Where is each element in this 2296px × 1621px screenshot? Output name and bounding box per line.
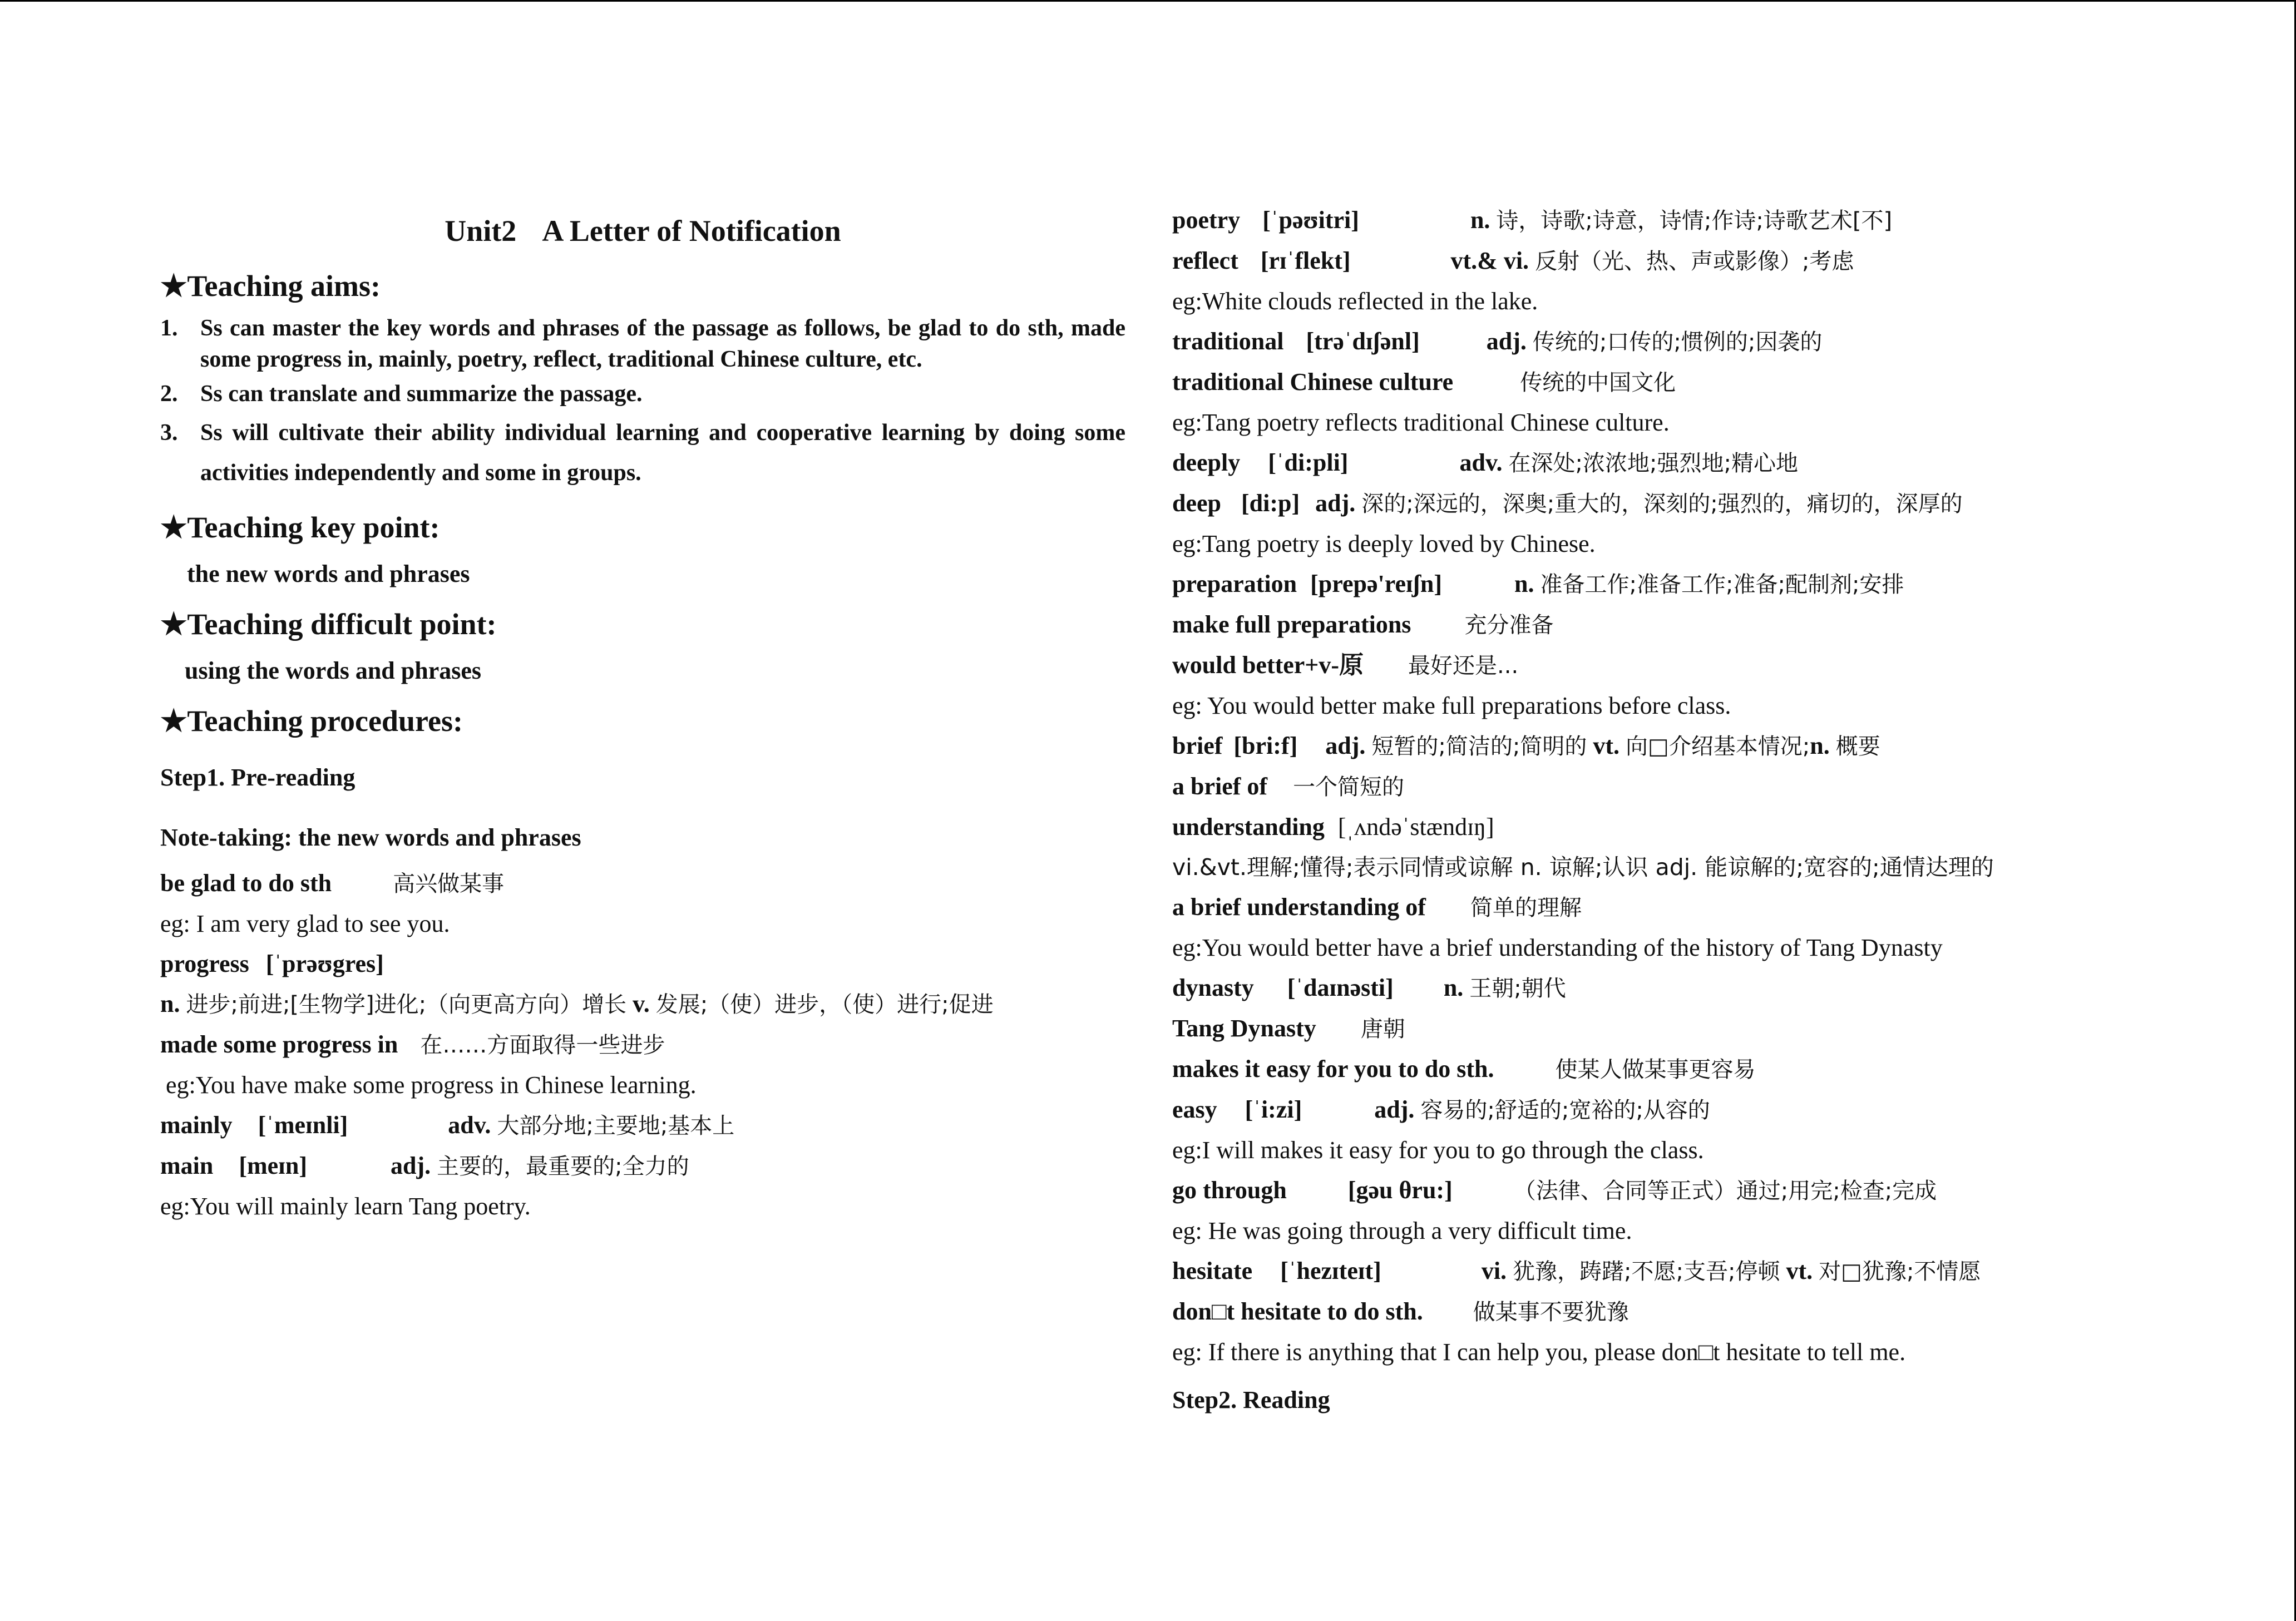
definition-cn: 犹豫，踌躇;不愿;支吾;停顿 <box>1513 1259 1780 1284</box>
definition-cn: 概要 <box>1835 734 1880 759</box>
example-sentence: eg:You have make some progress in Chinese learning. <box>166 1071 697 1099</box>
aim-number: 1. <box>160 315 178 341</box>
term: reflect <box>1172 247 1238 274</box>
term: hesitate <box>1172 1257 1253 1284</box>
definition-cn: 一个简短的 <box>1293 774 1405 800</box>
pos: adv. <box>448 1111 491 1139</box>
pos: n. <box>1443 974 1464 1001</box>
example-sentence: eg:You will mainly learn Tang poetry. <box>160 1193 531 1220</box>
aim-text: Ss can translate and summarize the passage. <box>200 381 643 407</box>
example-sentence: eg: If there is anything that I can help you, please don□t hesitate to tell me. <box>1172 1338 1906 1366</box>
pos: adj. <box>1325 732 1366 759</box>
vocab-entry-tang-dynasty <box>1172 1009 2162 1049</box>
vocab-entry-a-brief-understanding-of <box>1172 887 2162 928</box>
phonetic: [ˈmeɪnli] <box>258 1111 348 1139</box>
vocab-entry-makes-it-easy <box>1172 1049 2162 1090</box>
phonetic: [gəu θru:] <box>1347 1177 1453 1204</box>
vocab-entry-brief <box>1172 726 2162 767</box>
teaching-aims-heading: ★Teaching aims: <box>160 269 381 303</box>
note-taking-heading: Note-taking: the new words and phrases <box>160 824 581 851</box>
teaching-procedures-heading: ★Teaching procedures: <box>160 704 463 738</box>
example-sentence: eg:Tang poetry is deeply loved by Chinese. <box>1172 530 1596 557</box>
page-title <box>160 206 1125 256</box>
aim-number: 3. <box>160 420 178 446</box>
vocab-entry-deep <box>1172 483 2162 524</box>
aim-text: Ss can master the key words and phrases of the passage as follows, be glad to do sth, made some progress in, mainly, poetry, reflect, traditional Chinese culture, etc. <box>200 315 1125 372</box>
phonetic: [ˌʌndəˈstændɪŋ] <box>1337 813 1494 841</box>
definition-cn: 进步;前进;[生物学]进化;（向更高方向）增长 <box>186 992 627 1017</box>
vocab-entry-dont-hesitate <box>1172 1292 2162 1332</box>
pos: vt. <box>1593 732 1619 759</box>
pos: n. <box>1514 570 1534 597</box>
progress-definition <box>160 984 1125 1025</box>
aim-item <box>160 378 1125 409</box>
term: make full preparations <box>1172 611 1411 638</box>
vocab-entry-glad <box>160 863 1125 904</box>
term: be glad to do sth <box>160 869 332 897</box>
pos: vi. <box>1481 1257 1507 1284</box>
vocab-entry-preparation <box>1172 564 2162 605</box>
term: preparation <box>1172 570 1297 597</box>
pos: adj. <box>1315 490 1356 517</box>
definition-cn: 诗，诗歌;诗意，诗情;作诗;诗歌艺术[不] <box>1496 208 1893 234</box>
vocab-entry-poetry <box>1172 200 2162 241</box>
phonetic: [ˈprəʊgres] <box>265 950 384 977</box>
term: go through <box>1172 1177 1287 1204</box>
definition-cn: 最好还是... <box>1408 653 1519 679</box>
term: brief <box>1172 732 1223 759</box>
aim-item <box>160 413 1125 493</box>
pos: n. <box>1470 206 1490 234</box>
definition-cn: 传统的;口传的;惯例的;因袭的 <box>1532 329 1823 355</box>
phonetic: [ˈhezɪteɪt] <box>1280 1257 1381 1284</box>
step1-heading: Step1. Pre-reading <box>160 764 355 791</box>
phonetic: [ˈdi:pli] <box>1268 449 1349 476</box>
term: understanding <box>1172 813 1325 841</box>
vocab-entry-a-brief-of <box>1172 767 2162 807</box>
example-sentence: eg:I will makes it easy for you to go through the class. <box>1172 1136 1704 1164</box>
pos: vt.& vi. <box>1450 247 1529 274</box>
definition-cn: 主要的，最重要的;全力的 <box>437 1154 689 1179</box>
teaching-difficult-point: using the words and phrases <box>185 657 482 684</box>
definition-cn: 在……方面取得一些进步 <box>420 1032 665 1058</box>
vocab-entry-traditional <box>1172 322 2162 362</box>
pos: adj. <box>1486 328 1527 355</box>
understanding-definition <box>1172 847 2162 887</box>
aim-item <box>160 313 1125 375</box>
teaching-difficult-point-heading: ★Teaching difficult point: <box>160 607 497 641</box>
example-sentence: eg:White clouds reflected in the lake. <box>1172 288 1538 315</box>
pos: adj. <box>1374 1096 1415 1123</box>
definition-cn: 充分准备 <box>1464 612 1554 638</box>
term: deep <box>1172 490 1221 517</box>
example-sentence: eg: I am very glad to see you. <box>160 910 450 937</box>
definition-cn: 简单的理解 <box>1470 895 1582 921</box>
definition-cn: 容易的;舒适的;宽裕的;从容的 <box>1420 1098 1710 1123</box>
term: dynasty <box>1172 974 1254 1001</box>
phonetic: [prepə'reɪʃn] <box>1310 570 1443 597</box>
aim-text: Ss will cultivate their ability individual learning and cooperative learning by doing some activities independently and some in groups. <box>200 420 1125 486</box>
vocab-entry-mainly <box>160 1105 1125 1146</box>
definition-cn: 传统的中国文化 <box>1520 370 1676 396</box>
left-column <box>160 206 1125 1227</box>
page-border-top <box>0 0 2296 2</box>
term: traditional Chinese culture <box>1172 368 1454 396</box>
vocab-entry-deeply <box>1172 443 2162 483</box>
vocab-entry-made-progress <box>160 1025 1125 1065</box>
term: made some progress in <box>160 1031 398 1058</box>
term: Tang Dynasty <box>1172 1015 1316 1042</box>
pos: adv. <box>1459 449 1503 476</box>
phonetic: [rɪˈflekt] <box>1260 247 1351 274</box>
definition-cn: 大部分地;主要地;基本上 <box>497 1113 735 1139</box>
teaching-key-point-heading: ★Teaching key point: <box>160 511 440 544</box>
definition-cn: 使某人做某事更容易 <box>1555 1057 1756 1083</box>
definition-cn: 准备工作;准备工作;准备;配制剂;安排 <box>1540 572 1904 597</box>
vocab-entry-hesitate <box>1172 1251 2162 1292</box>
phonetic: [bri:f] <box>1233 732 1298 759</box>
vocab-entry-easy <box>1172 1090 2162 1130</box>
definition-cn: 短暂的;简洁的;简明的 <box>1371 734 1587 759</box>
pos: n. <box>1810 732 1830 759</box>
phonetic: [meɪn] <box>239 1152 307 1179</box>
vocab-entry-traditional-chinese-culture <box>1172 362 2162 403</box>
aim-number: 2. <box>160 381 178 407</box>
vocab-entry-reflect <box>1172 241 2162 281</box>
teaching-key-point: the new words and phrases <box>187 560 470 587</box>
definition-cn: 王朝;朝代 <box>1469 976 1566 1001</box>
term: deeply <box>1172 449 1241 476</box>
example-sentence: eg:You would better have a brief understanding of the history of Tang Dynasty <box>1172 934 1943 961</box>
vocab-entry-would-better <box>1172 645 2162 686</box>
term: don□t hesitate to do sth. <box>1172 1298 1423 1325</box>
term: a brief understanding of <box>1172 893 1426 921</box>
definition-cn: 发展;（使）进步，（使）进行;促进 <box>655 992 994 1017</box>
term: mainly <box>160 1111 233 1139</box>
step2-heading: Step2. Reading <box>1172 1386 1330 1414</box>
right-column <box>1172 200 2162 1420</box>
term: poetry <box>1172 206 1241 234</box>
example-sentence: eg: He was going through a very difficult time. <box>1172 1217 1632 1244</box>
definition-cn: 在深处;浓浓地;强烈地;精心地 <box>1508 451 1798 476</box>
term: makes it easy for you to do sth. <box>1172 1055 1494 1083</box>
term: main <box>160 1152 214 1179</box>
phonetic: [ˈi:zi] <box>1245 1096 1302 1123</box>
definition-cn: 对□犹豫;不情愿 <box>1819 1259 1981 1284</box>
definition-cn: vi.&vt.理解;懂得;表示同情或谅解 n. 谅解;认识 adj. 能谅解的;宽容的;通情达理的 <box>1172 854 1994 881</box>
example-sentence: eg: You would better make full preparations before class. <box>1172 692 1731 719</box>
phonetic: [ˈdaɪnəsti] <box>1287 974 1394 1001</box>
vocab-entry-make-full-preparations <box>1172 605 2162 645</box>
vocab-entry-progress <box>160 944 1125 984</box>
vocab-entry-understanding <box>1172 807 2162 847</box>
title-unit: Unit2 <box>445 214 517 248</box>
definition-cn: （法律、合同等正式）通过;用完;检查;完成 <box>1513 1178 1937 1204</box>
definition-cn: 反射（光、热、声或影像）;考虑 <box>1535 249 1854 274</box>
term: easy <box>1172 1096 1217 1123</box>
phonetic: [ˈpəʊitri] <box>1262 206 1359 234</box>
title-name: A Letter of Notification <box>542 214 841 248</box>
term: would better+v-原 <box>1172 651 1364 679</box>
definition-cn: 做某事不要犹豫 <box>1473 1299 1629 1325</box>
phonetic: [trəˈdɪʃənl] <box>1306 328 1420 355</box>
pos: n. <box>160 990 180 1017</box>
example-sentence: eg:Tang poetry reflects traditional Chinese culture. <box>1172 409 1670 436</box>
definition-cn: 高兴做某事 <box>393 871 505 897</box>
definition-cn: 唐朝 <box>1360 1016 1405 1042</box>
pos: adj. <box>390 1152 431 1179</box>
definition-cn: 深的;深远的，深奥;重大的，深刻的;强烈的，痛切的，深厚的 <box>1361 491 1963 517</box>
term: a brief of <box>1172 773 1268 800</box>
vocab-entry-dynasty <box>1172 968 2162 1009</box>
definition-cn: 向□介绍基本情况; <box>1625 734 1810 759</box>
phonetic: [di:p] <box>1241 490 1300 517</box>
term: traditional <box>1172 328 1284 355</box>
vocab-entry-go-through <box>1172 1170 2162 1211</box>
term: progress <box>160 950 249 977</box>
pos: v. <box>633 990 650 1017</box>
pos: vt. <box>1786 1257 1813 1284</box>
vocab-entry-main <box>160 1146 1125 1187</box>
